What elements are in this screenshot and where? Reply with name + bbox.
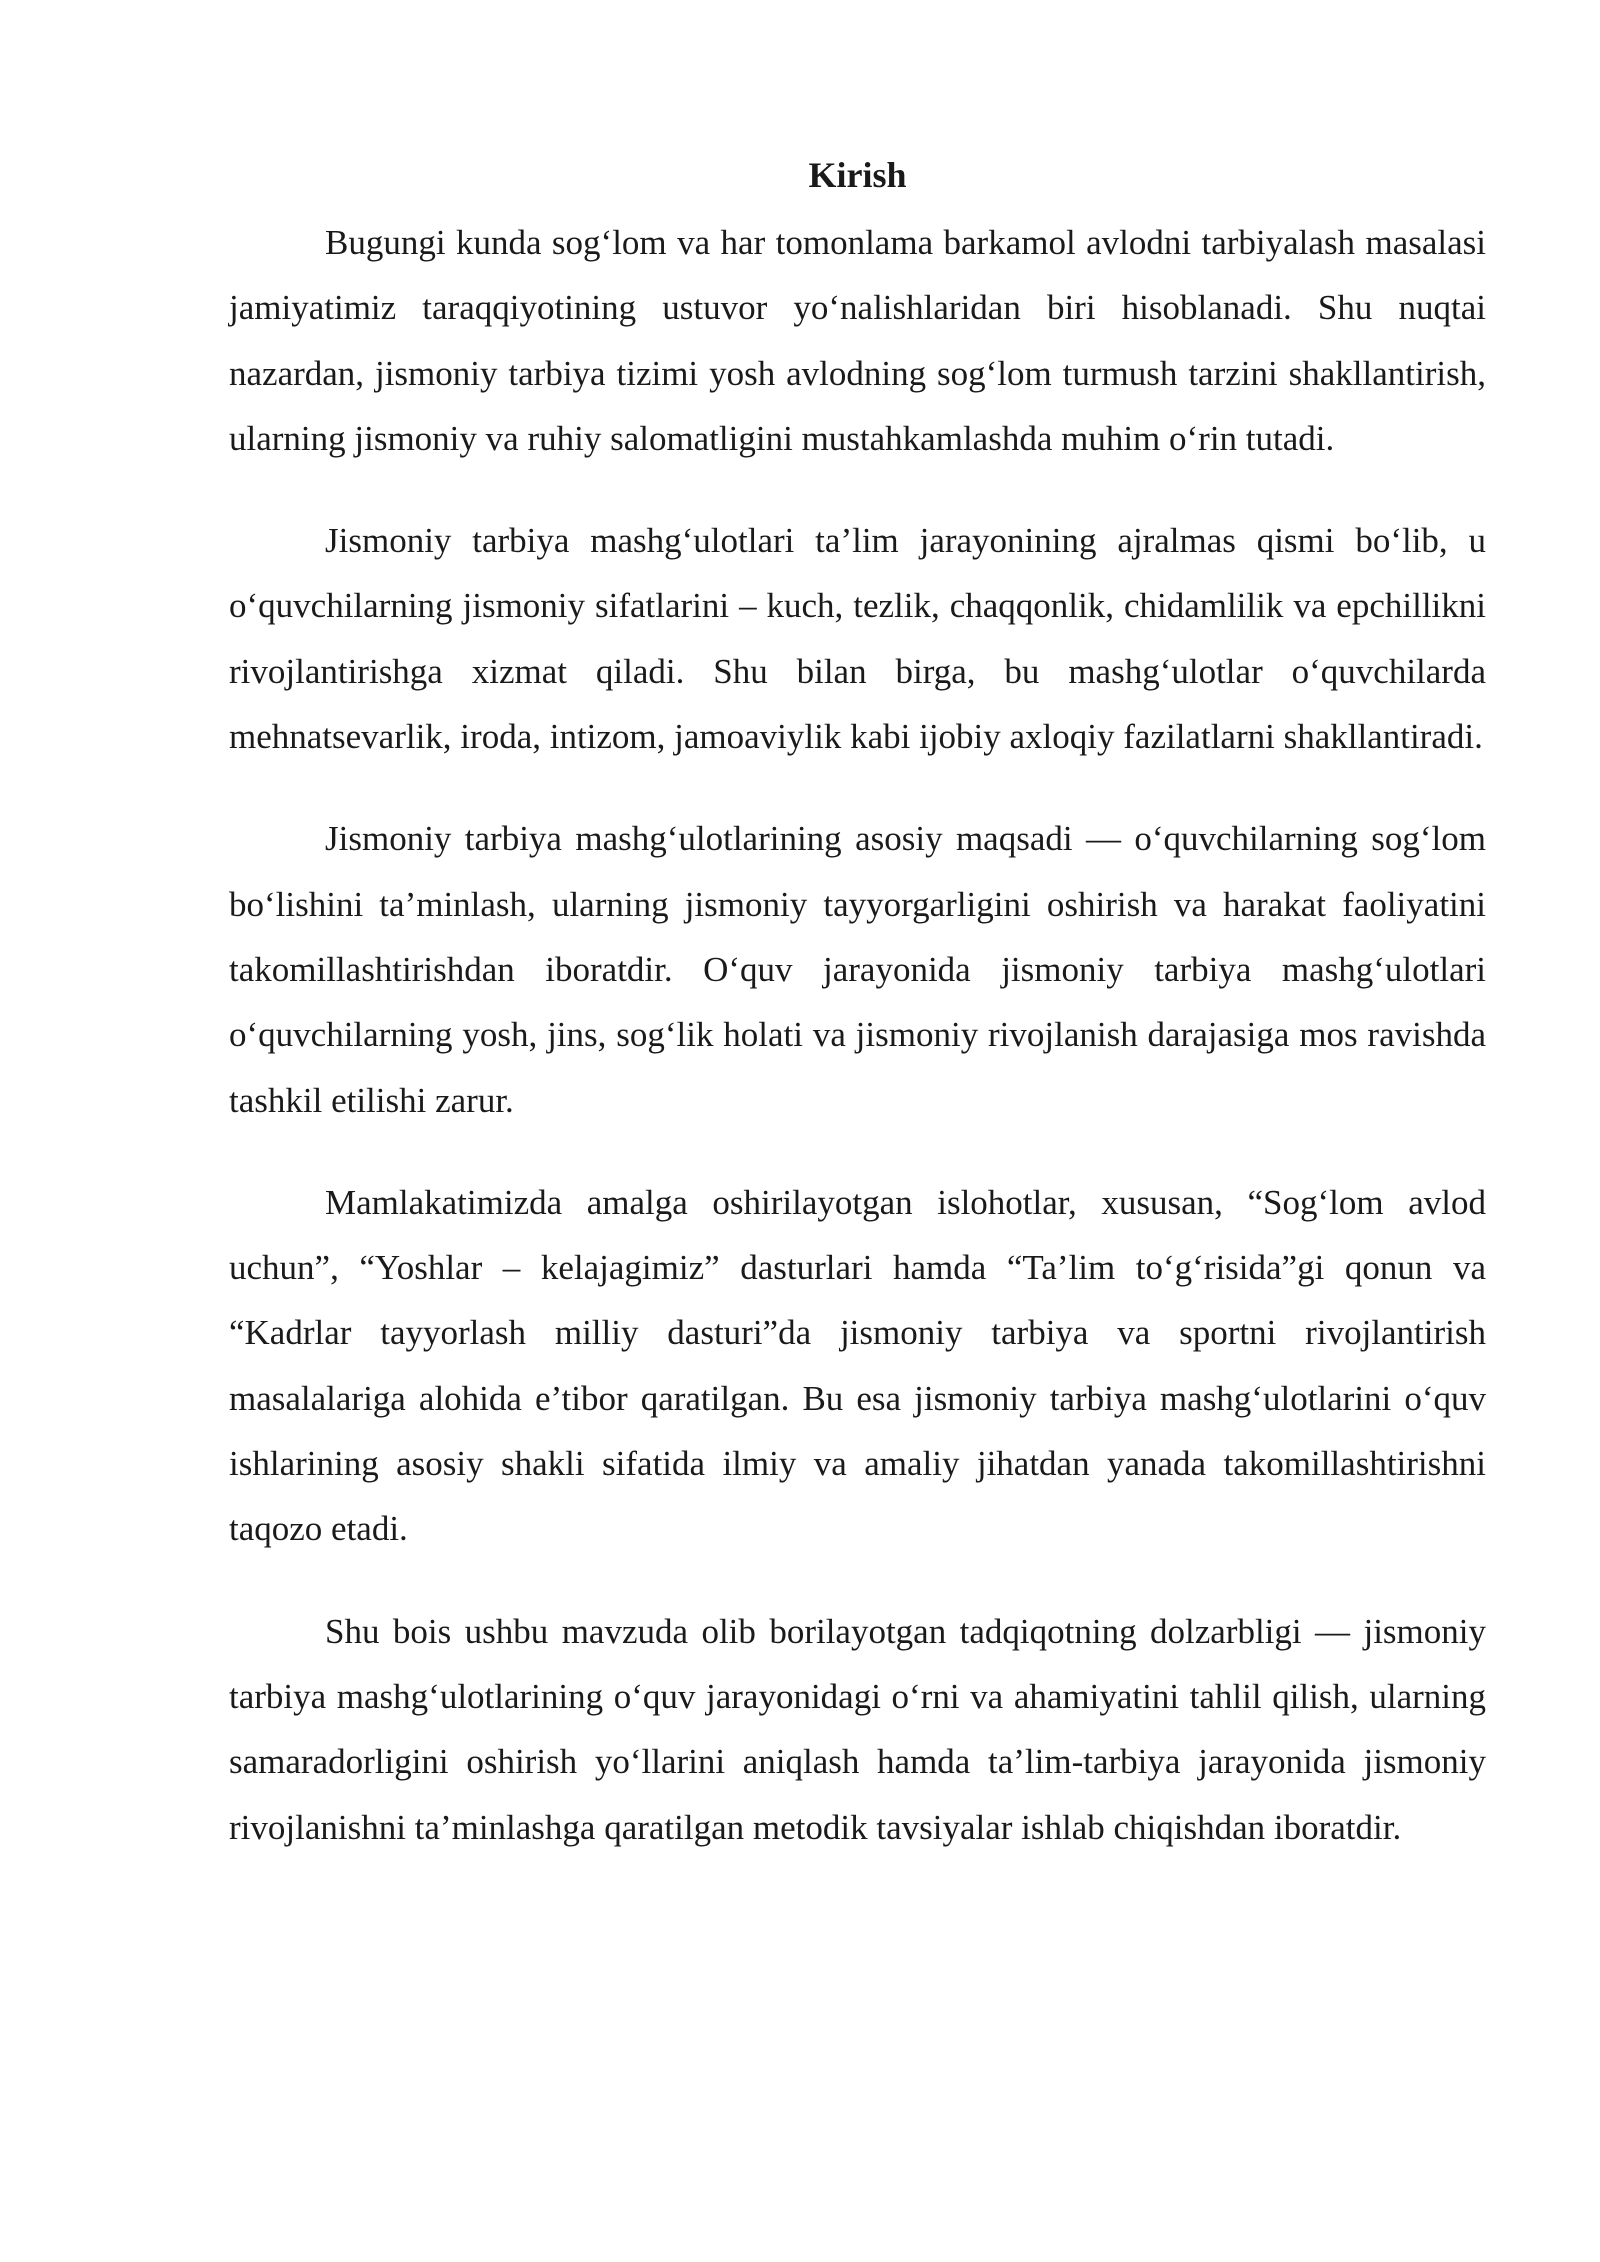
page-title: Kirish — [808, 155, 907, 195]
paragraph-2: Jismoniy tarbiya mashg‘ulotlari ta’lim jarayonining ajralmas qismi bo‘lib, u o‘quvchilarning jismoniy sifatlarini – kuch, tezlik, chaqqonlik, chidamlilik va epchillikni rivojlantirishga xizmat qiladi. Shu bilan birga, bu mashg‘ulotlar o‘quvchilarda mehnatsevarlik, iroda, intizom, jamoaviylik kabi ijobiy axloqiy fazilatlarni shakllantiradi. — [229, 521, 1486, 757]
paragraph-5: Shu bois ushbu mavzuda olib borilayotgan tadqiqotning dolzarbligi — jismoniy tarbiya mashg‘ulotlarining o‘quv jarayonidagi o‘rni va ahamiyatini tahlil qilish, ularning samaradorligini oshirish yo‘llarini aniqlash hamda ta’lim-tarbiya jarayonida jismoniy rivojlanishni ta’minlashga qaratilgan metodik tavsiyalar ishlab chiqishdan iboratdir. — [229, 1611, 1486, 1847]
paragraph-4: Mamlakatimizda amalga oshirilayotgan islohotlar, xususan, “Sog‘lom avlod uchun”, “Yoshlar – kelajagimiz” dasturlari hamda “Ta’lim to‘g‘risida”gi qonun va “Kadrlar tayyorlash milliy dasturi”da jismoniy tarbiya va sportni rivojlantirish masalalariga alohida e’tibor qaratilgan. Bu esa jismoniy tarbiya mashg‘ulotlarini o‘quv ishlarining asosiy shakli sifatida ilmiy va amaliy jihatdan yanada takomillashtirishni taqozo etadi. — [229, 1182, 1486, 1549]
paragraph-3: Jismoniy tarbiya mashg‘ulotlarining asosiy maqsadi — o‘quvchilarning sog‘lom bo‘lishini ta’minlash, ularning jismoniy tayyorgarligini oshirish va harakat faoliyatini takomillashtirishdan iboratdir. O‘quv jarayonida jismoniy tarbiya mashg‘ulotlari o‘quvchilarning yosh, jins, sog‘lik holati va jismoniy rivojlanish darajasiga mos ravishda tashkil etilishi zarur. — [229, 819, 1486, 1120]
paragraph-1: Bugungi kunda sog‘lom va har tomonlama barkamol avlodni tarbiyalash masalasi jamiyatimiz taraqqiyotining ustuvor yo‘nalishlaridan biri hisoblanadi. Shu nuqtai nazardan, jismoniy tarbiya tizimi yosh avlodning sog‘lom turmush tarzini shakllantirish, ularning jismoniy va ruhiy salomatligini mustahkamlashda muhim o‘rin tutadi. — [229, 223, 1486, 458]
document-body — [229, 148, 1486, 1860]
